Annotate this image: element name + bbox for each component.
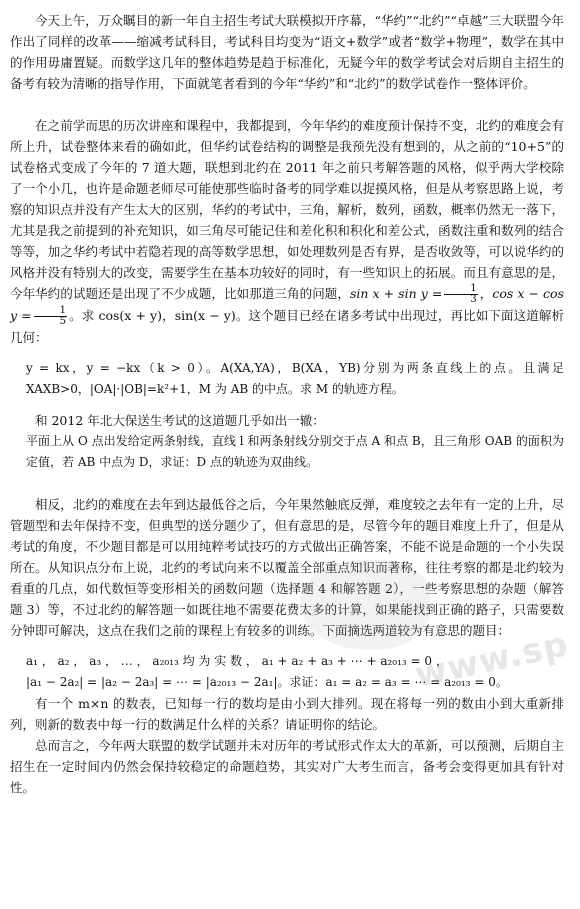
equation-sin-sum: sin x + sin y = — [350, 286, 443, 301]
matrix-table-problem: 有一个 m×n 的数表，已知每一行的数均是由小到大排列。现在将每一列的数由小到大重新排列，则新的数表中每一行的数满足什么样的关系？请证明你的结论。 — [10, 696, 564, 732]
intro-paragraph: 今天上午，万众瞩目的新一年自主招生考试大联模拟开序幕，“华约”“北约”“卓越”三大联盟今年作出了同样的改革——缩减考试科目，考试科目均变为“语文+数学”或者“数学+物理”，数学在其中的作用毋庸置疑。而数学这几年的整体趋势是趋于标准化，无疑今年的数学考试会对后期自主招生的备考有较为清晰的指导作用，下面就笔者看到的今年“华约”和“北约”的数学试卷作一整体评价。 — [10, 13, 564, 91]
watermark-text: www.sp — [411, 624, 573, 696]
equation-separator: ， — [479, 286, 493, 301]
trig-question-text: 。求 cos(x + y)，sin(x − y)。这个题目已经在诸多考试中出现过，再比如下面这道解析几何： — [10, 308, 564, 345]
huayue-review-text: 在之前学而思的历次讲座和课程中，我都提到，今年华约的难度预计保持不变，北约的难度会有所上升，试卷整体来看的确如此，但华约试卷结构的调整是我预先没有想到的，从之前的“10+5”的试卷格式变成了今年的 7 道大题，联想到北约在 2011 年之前只考解答题的风格，似乎两大学校除了一个小几，也许是命题老师尽可能使那些临时备考的同学难以捉摸风格，但是从考察思路上说，考察的知识点并没有产生太大的区别，华约的考试中，三角，解析，数列，函数，概率仍然无一落下，尤其是我之前提到的补充知识，如三角尽可能记住和差化积和积化和差公式，函数注重和数列的结合等等，加之华约考试中若隐若现的高等数学思想，如处理数列是否有界，是否收敛等，可以说华约的风格并没有特别大的改变，需要学生在基本功较好的同时，有一些知识上的拓展。而且有意思的是，今年华约的试题还是出现了不少成题，比如那道三角的问题， — [10, 118, 564, 301]
peking-comparison-paragraph: 和 2012 年北大保送生考试的这道题几乎如出一辙： — [35, 413, 325, 428]
conclusion-paragraph: 总而言之，今年两大联盟的数学试题并未对历年的考试形式作太大的革新，可以预测，后期自主招生在一定时间内仍然会保持较稳定的命题趋势，其实对广大考生而言，备考会变得更加具有针对性。 — [10, 738, 564, 795]
hyperbola-problem: 平面上从 O 点出发给定两条射线，直线 l 和两条射线分别交于点 A 和点 B，且三角形 OAB 的面积为定值，若 AB 中点为 D，求证：D 点的轨迹为双曲线。 — [26, 434, 564, 469]
sequence-problem-line1: a₁ ， a₂ ， a₃ ， … ， a₂₀₁₃ 均 为 实 数 ， a₁ + a₂ + a₃ + ⋯ + a₂₀₁₃ = 0 ， — [26, 654, 448, 668]
equation-cos-diff: cos x − cos y = — [10, 286, 564, 323]
fraction-one-fifth: $\frac{1}{5}$ — [34, 306, 67, 327]
huayue-review-paragraph — [0, 115, 580, 348]
sequence-problem-line2: |a₁ − 2a₂| = |a₂ − 2a₃| = ⋯ = |a₂₀₁₃ − 2a₁|。求证：a₁ = a₂ = a₃ = ⋯ = a₂₀₁₃ = 0。 — [26, 675, 508, 689]
fraction-one-third: $\frac{1}{3}$ — [444, 284, 477, 305]
analytic-geometry-problem: y = kx，y = −kx（k > 0）。A(XA,YA)，B(XA，YB)分别为两条直线上的点。且满足 XAXB>0，|OA|·|OB|=k²+1，M 为 AB 的中点。求 M 的轨迹方程。 — [26, 361, 564, 396]
beiyue-review-paragraph: 相反，北约的难度在去年到达最低谷之后，今年果然触底反弹，难度较之去年有一定的上升，尽管题型和去年保持不变，但典型的送分题少了，但有意思的是，尽管今年的题目难度上升了，但是从考试的角度，不少题目都是可以用纯粹考试技巧的方式做出正确答案，不能不说是命题的一个小失误所在。从知识点分布上说，北约的考试向来不以覆盖全部重点知识而著称，往往考察的都是北约较为看重的几点，如代数恒等变形相关的函数问题（选择题 4 和解答题 2），一些考察思想的杂题（解答题 3）等，不过北约的解答题一如既往地不需要花费太多的计算，如果能找到正确的路子，只需要数分钟即可解决，这点在我们之前的课程上有较多的训练。下面摘选两道较为有意思的题目： — [10, 497, 564, 638]
